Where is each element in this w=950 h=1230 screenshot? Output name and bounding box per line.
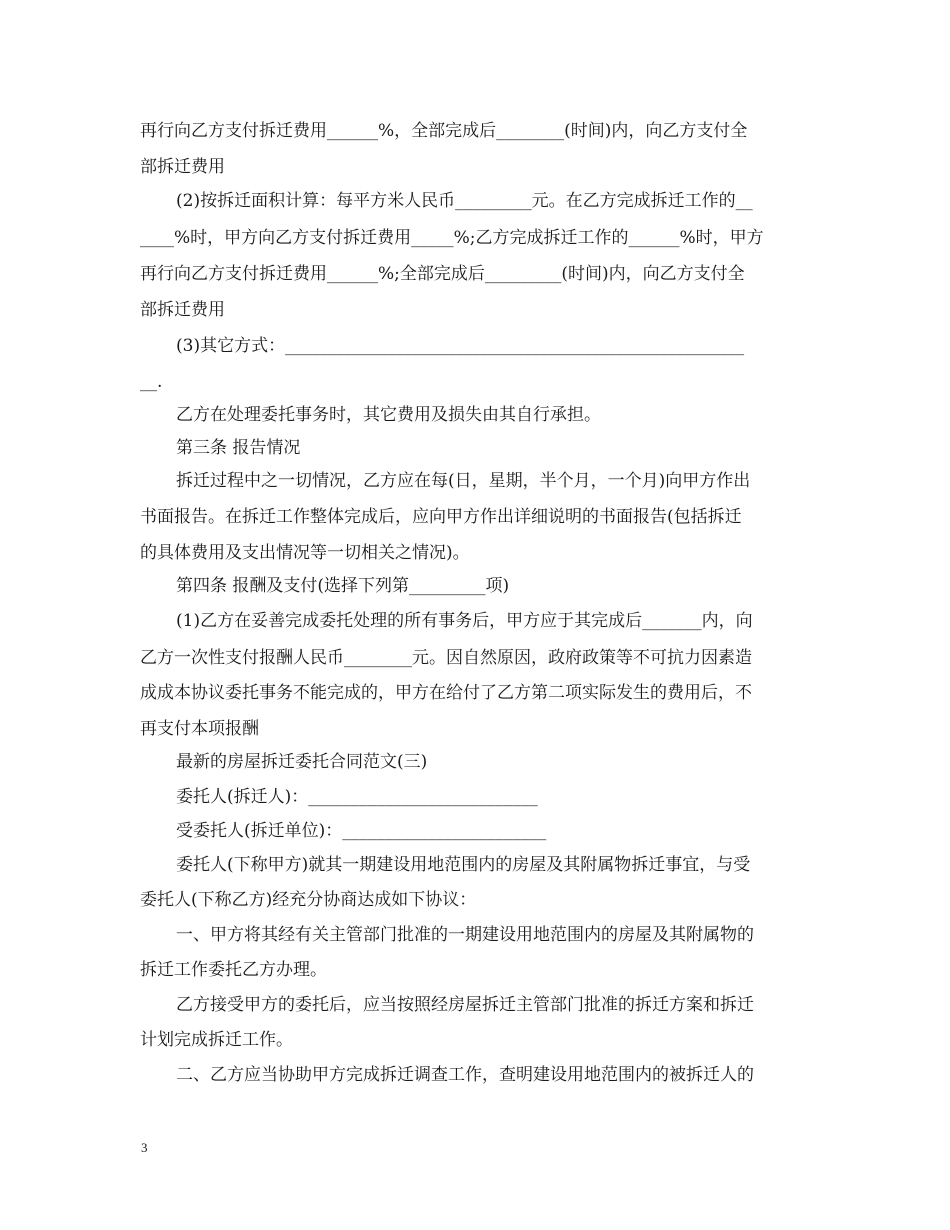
text-line: 拆迁工作委托乙方办理。	[140, 960, 327, 980]
agent-field: 受委托人(拆迁单位)：________________________	[176, 821, 547, 841]
document-subtitle: 最新的房屋拆迁委托合同范文(三)	[176, 752, 428, 772]
text-line: 委托人(下称甲方)就其一期建设用地范围内的房屋及其附属物拆迁事宜，与受	[176, 855, 751, 875]
text-line: 委托人(下称乙方)经充分协商达成如下协议：	[140, 890, 477, 910]
text-line: (1)乙方在妥善完成委托处理的所有事务后，甲方应于其完成后_______内，向	[176, 611, 753, 631]
text-line: ____%时，甲方向乙方支付拆迁费用_____%;乙方完成拆迁工作的______%时，甲方	[140, 228, 764, 248]
text-line: 再行向乙方支付拆迁费用______%;全部完成后_________(时间)内，向乙方支付全	[140, 264, 745, 284]
text-line: __.	[140, 372, 163, 392]
text-line: 再行向乙方支付拆迁费用______%，全部完成后________(时间)内，向乙方支付全	[140, 121, 748, 141]
text-line: 乙方一次性支付报酬人民币________元。因自然原因，政府政策等不可抗力因素造	[140, 648, 752, 668]
text-line: 书面报告。在拆迁工作整体完成后，应向甲方作出详细说明的书面报告(包括拆迁	[140, 507, 742, 527]
text-line: 一、甲方将其经有关主管部门批准的一期建设用地范围内的房屋及其附属物的	[176, 925, 754, 945]
text-line: 乙方接受甲方的委托后，应当按照经房屋拆迁主管部门批准的拆迁方案和拆迁	[176, 995, 754, 1015]
text-line: 再支付本项报酬	[140, 719, 259, 739]
principal-field: 委托人(拆迁人)：___________________________	[176, 787, 538, 807]
text-line: 的具体费用及支出情况等一切相关之情况)。	[140, 543, 470, 563]
text-line: 计划完成拆迁工作。	[140, 1030, 293, 1050]
section-heading: 第四条 报酬及支付(选择下列第_________项)	[176, 576, 510, 596]
text-line: (3)其它方式：______________________________________________________	[176, 336, 745, 356]
text-line: 部拆迁费用	[140, 157, 225, 177]
text-line: 部拆迁费用	[140, 300, 225, 320]
section-heading: 第三条 报告情况	[176, 438, 301, 458]
text-line: 二、乙方应当协助甲方完成拆迁调查工作，查明建设用地范围内的被拆迁人的	[176, 1065, 754, 1085]
text-line: 成成本协议委托事务不能完成的，甲方在给付了乙方第二项实际发生的费用后，不	[140, 683, 752, 703]
text-line: 拆迁过程中之一切情况，乙方应在每(日，星期，半个月，一个月)向甲方作出	[176, 471, 751, 491]
text-line: (2)按拆迁面积计算：每平方米人民币_________元。在乙方完成拆迁工作的__	[176, 191, 753, 211]
page-number: 3	[141, 1140, 148, 1155]
text-line: 乙方在处理委托事务时，其它费用及损失由其自行承担。	[176, 405, 601, 425]
